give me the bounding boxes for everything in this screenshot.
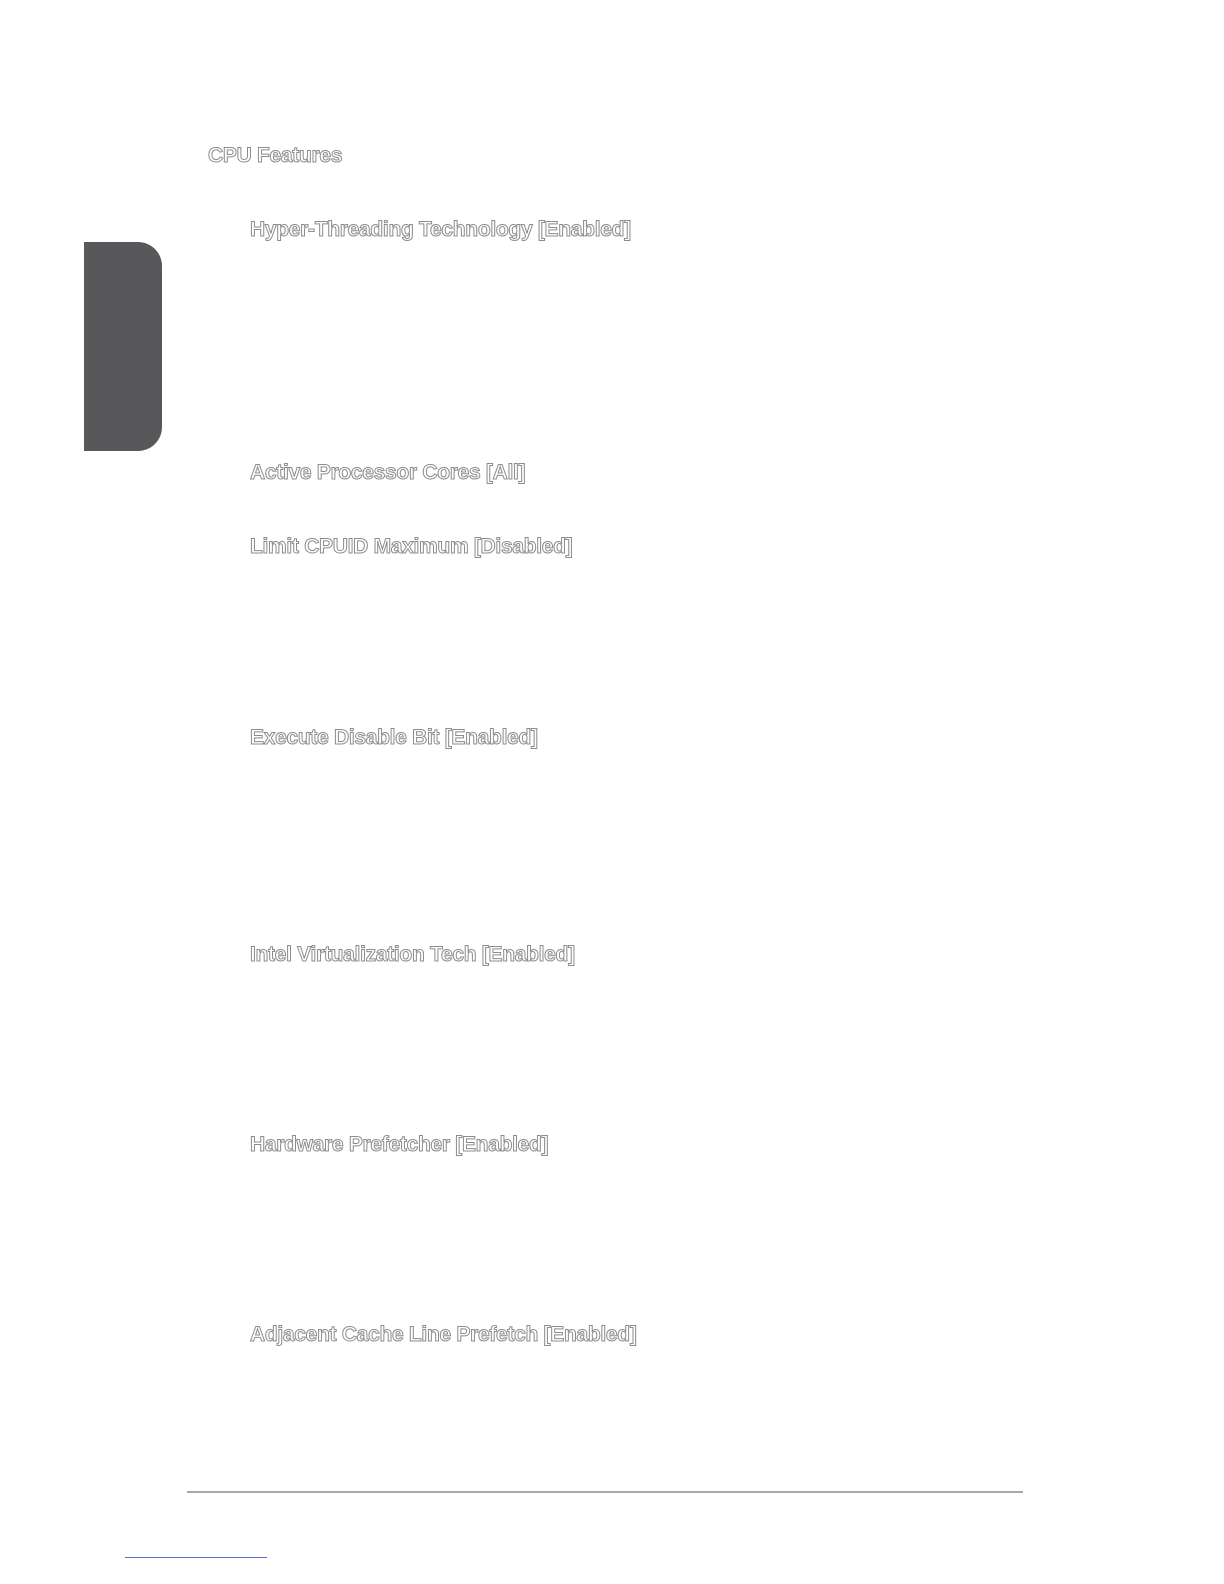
section-heading: CPU Features [208,144,343,167]
chapter-side-tab [84,242,162,451]
setting-active-processor-cores: Active Processor Cores [All] [250,461,526,484]
setting-execute-disable-bit: Execute Disable Bit [Enabled] [250,726,538,749]
setting-hardware-prefetcher: Hardware Prefetcher [Enabled] [250,1133,549,1156]
setting-intel-virtualization-tech: Intel Virtualization Tech [Enabled] [250,943,575,966]
footer-divider [187,1491,1023,1493]
setting-hyper-threading: Hyper-Threading Technology [Enabled] [250,218,631,241]
setting-adjacent-cache-line-prefetch: Adjacent Cache Line Prefetch [Enabled] [250,1323,637,1346]
footer-link-underline[interactable] [125,1557,267,1558]
setting-limit-cpuid-maximum: Limit CPUID Maximum [Disabled] [250,535,573,558]
